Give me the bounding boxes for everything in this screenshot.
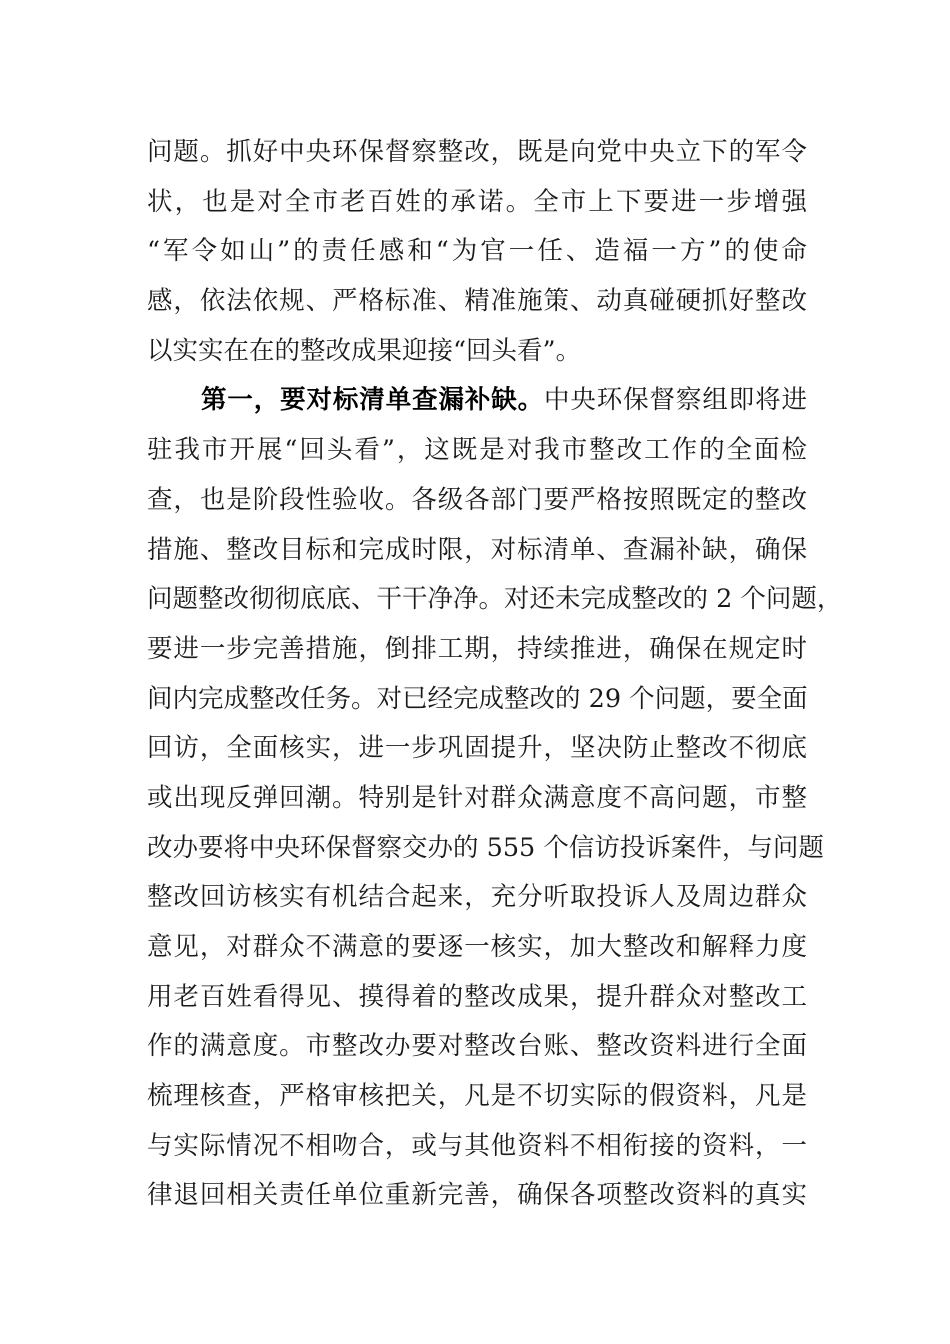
- text-line: 意见，对群众不满意的要逐一核实，加大整改和解释力度: [147, 932, 807, 962]
- text-line: 以实实在在的整改成果迎接“回头看”。: [147, 335, 582, 366]
- text-line: 与实际情况不相吻合，或与其他资料不相衔接的资料，一: [147, 1130, 807, 1161]
- text-line: 改办要将中央环保督察交办的 555 个信访投诉案件，与问题: [147, 832, 824, 863]
- text-line: “军令如山”的责任感和“为官一任、造福一方”的使命: [147, 236, 807, 267]
- paragraph-first-line: [147, 376, 807, 426]
- text-line: 状，也是对全市老百姓的承诺。全市上下要进一步增强: [147, 186, 807, 217]
- text-line: 查，也是阶段性验收。各级各部门要严格按照既定的整改: [147, 484, 807, 515]
- body-text: [147, 128, 843, 1221]
- text-line: 驻我市开展“回头看”，这既是对我市整改工作的全面检: [147, 435, 807, 466]
- paragraph-heading: 第一，要对标清单查漏补缺。: [201, 385, 545, 416]
- text-line: 问题整改彻彻底底、干干净净。对还未完成整改的 2 个问题，: [147, 584, 843, 615]
- paragraph-first-line-text: 中央环保督察组即将进: [544, 385, 807, 416]
- text-line: 间内完成整改任务。对已经完成整改的 29 个问题，要全面: [147, 683, 808, 714]
- text-line: 要进一步完善措施，倒排工期，持续推进，确保在规定时: [147, 633, 807, 664]
- text-line: 或出现反弹回潮。特别是针对群众满意度不高问题，市整: [147, 782, 807, 813]
- text-line: 用老百姓看得见、摸得着的整改成果，提升群众对整改工: [147, 981, 807, 1012]
- text-line: 感，依法依规、严格标准、精准施策、动真碰硬抓好整改: [147, 286, 807, 317]
- text-line: 律退回相关责任单位重新完善，确保各项整改资料的真实: [147, 1180, 807, 1211]
- text-line: 问题。抓好中央环保督察整改，既是向党中央立下的军令: [147, 137, 807, 167]
- text-line: 梳理核查，严格审核把关，凡是不切实际的假资料，凡是: [147, 1081, 807, 1112]
- text-line: 整改回访核实有机结合起来，充分听取投诉人及周边群众: [147, 882, 807, 913]
- text-line: 回访，全面核实，进一步巩固提升，坚决防止整改不彻底: [147, 733, 807, 764]
- text-line: 作的满意度。市整改办要对整改台账、整改资料进行全面: [147, 1031, 807, 1062]
- text-line: 措施、整改目标和完成时限，对标清单、查漏补缺，确保: [147, 534, 807, 565]
